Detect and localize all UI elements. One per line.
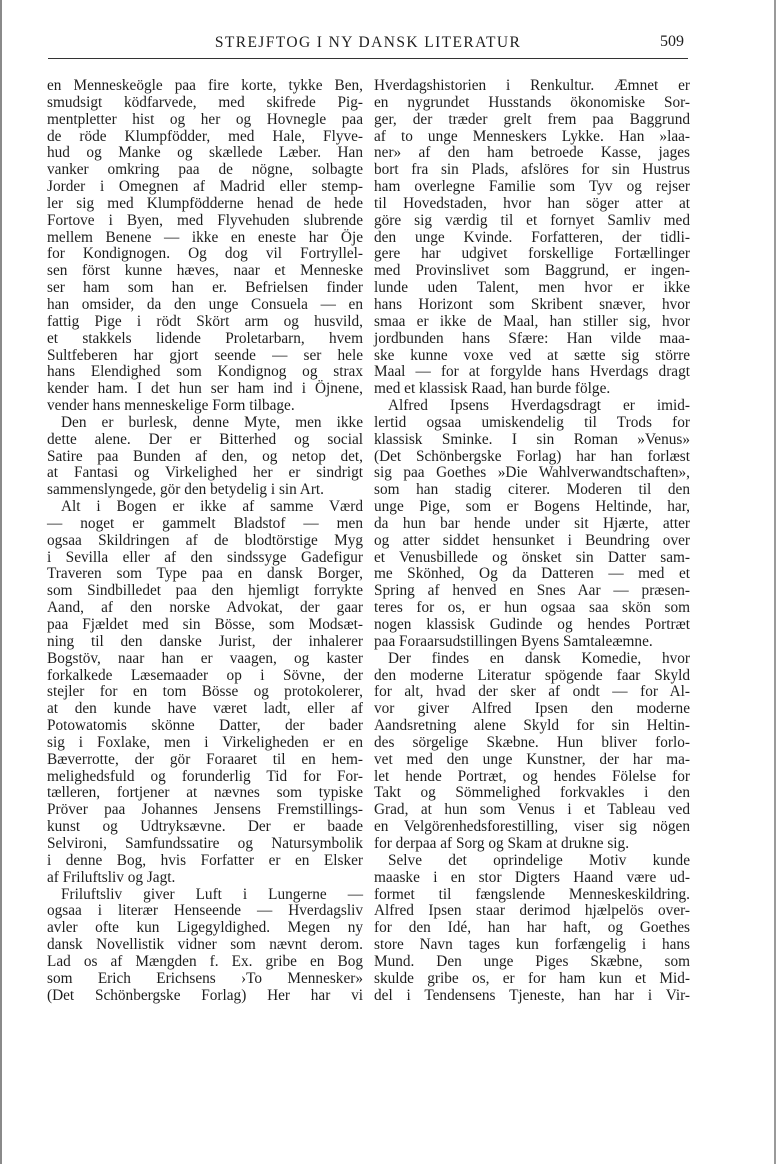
text-line: (Det Schönbergske Forlag) Her har vi [47, 986, 363, 1004]
text-line: kunst og Udtryksævne. Der er baade [47, 818, 363, 836]
text-line: jordbunden hans Sfære: Han vilde maa- [374, 329, 690, 347]
text-line: skulde gribe os, er for ham kun et Mid- [374, 969, 690, 987]
text-line: en Velgörenhedsforestilling, viser sig nögen [374, 818, 690, 836]
text-line: forkalkede Læsemaader op i Sövne, der [47, 666, 363, 684]
text-line: fattig Pige i rödt Skört arm og husvild, [47, 312, 363, 330]
text-line: smaa er ikke de Maal, han stiller sig, hvor [374, 312, 690, 330]
text-line: smudsigt ködfarvede, med skifrede Pig- [47, 93, 363, 111]
text-line: teres for os, er hun ogsaa saa skön som [374, 599, 690, 617]
text-line: paa Foraarsudstillingen Byens Samtaleæmne. [374, 632, 653, 650]
text-line: göre sig værdig til et fornyet Samliv med [374, 211, 690, 229]
text-line: med Provinslivet som Baggrund, er ingen- [374, 262, 690, 280]
text-line: ogsaa Skildringen af de blodtörstige Myg [47, 531, 363, 549]
text-line: Aandsretning alene Skyld for sin Heltin- [374, 717, 690, 735]
text-line: i denne Bog, hvis Forfatter er en Elsker [47, 851, 363, 869]
text-line: vanker omkring paa de nögne, solbagte [47, 161, 363, 179]
text-line: Grad, at hun som Venus i et Tableau ved [374, 801, 690, 819]
text-line: som han stadig citerer. Moderen til den [374, 481, 690, 499]
text-line: Den er burlesk, denne Myte, men ikke [61, 413, 363, 431]
text-line: hans Elendighed som Kondignog og strax [47, 363, 363, 381]
text-line: i Sevilla eller af den sindssyge Gadefigur [47, 548, 363, 566]
text-line: Alfred Ipsen staar derimod hjælpelös over- [374, 902, 690, 920]
text-line: Der findes en dansk Komedie, hvor [388, 649, 690, 667]
text-line: unge Pige, som er Bogens Heltinde, har, [374, 498, 690, 516]
text-line: ogsaa i literær Henseende — Hverdagsliv [47, 902, 363, 920]
text-line: ler sig med Klumpfödderne henad de hede [47, 194, 363, 212]
text-line: for derpaa af Sorg og Skam at drukne sig. [374, 834, 630, 852]
text-line: klassisk Sminke. I sin Roman »Venus» [374, 430, 690, 448]
text-line: formet til fængslende Menneskeskildring. [374, 885, 690, 903]
text-line: ser ham som han er. Befrielsen finder [47, 279, 363, 297]
text-line: den moderne Literatur spögende faar Skyld [374, 666, 690, 684]
text-line: let hende Portræt, og hendes Fölelse for [374, 767, 690, 785]
text-line: — noget er gammelt Bladstof — men [47, 514, 363, 532]
text-line: som Erich Erichsens ›To Mennesker» [47, 969, 363, 987]
text-line: vet med den unge Kunstner, der har ma- [374, 750, 690, 768]
text-line: som Sindbilledet paa den hjemligt forrykte [47, 582, 363, 600]
text-line: Satire paa Bunden af den, og netop det, [47, 447, 363, 465]
text-line: Bogstöv, naar han er vaagen, og kaster [47, 649, 363, 667]
text-line: stejler for en tom Bösse og protokolerer, [47, 683, 363, 701]
text-line: Jorder i Omegnen af Madrid eller stemp- [47, 178, 363, 196]
text-line: Pröver paa Johannes Jensens Fremstillings- [47, 801, 363, 819]
text-line: nogen klassisk Gudinde og hendes Portræt [374, 616, 690, 633]
text-line: vor giver Alfred Ipsen den moderne [374, 700, 690, 718]
text-line: ham overlegne Familie som Tyv og rejser [374, 178, 690, 196]
text-line: gere har udgivet forskellige Fortællinger [374, 245, 690, 263]
text-line: vender hans menneskelige Form tilbage. [47, 397, 295, 415]
text-line: del i Tendensens Tjeneste, han har i Vir- [374, 986, 690, 1004]
text-line: ger, der træder grelt frem paa Baggrund [374, 110, 690, 128]
text-line: Bæverrotte, der gör Foraaret til en hem- [47, 750, 363, 768]
text-line: Potowatomis skönne Datter, der bader [47, 717, 363, 735]
text-column-left [47, 78, 363, 1004]
text-line: Spring af henved en Snes Aar — præsen- [374, 582, 690, 600]
text-line: et stakkels lidende Proletarbarn, hvem [47, 329, 363, 347]
text-line: Friluftsliv giver Luft i Lungerne — [61, 885, 363, 903]
text-line: me Skönhed, Og da Datteren — med et [374, 565, 690, 583]
text-line: tælleren, fortjener at nævnes som typiske [47, 784, 363, 802]
text-line: paa Fjældet med sin Bösse, som Modsæt- [47, 616, 363, 633]
text-line: ske kunne voxe ved at sætte sig större [374, 346, 690, 364]
text-line: Lad os af Mængden f. Ex. gribe en Bog [47, 952, 363, 970]
text-line: des sörgelige Skæbne. Hun bliver forlo- [374, 733, 690, 751]
text-line: et Venusbillede og önsket sin Datter sam- [374, 548, 690, 566]
text-line: at Fantasi og Virkelighed her er sindrigt [47, 464, 363, 482]
page-edge-left [0, 0, 2, 1164]
text-line: Takt og Sömmelighed forkvakles i den [374, 784, 690, 802]
text-line: lertid ogsaa umiskendelig til Trods for [374, 413, 690, 431]
text-line: Alfred Ipsens Hverdagsdragt er imid- [388, 397, 690, 415]
text-column-right [374, 78, 690, 1004]
text-line: sen först kunne hæves, naar et Menneske [47, 262, 363, 280]
text-line: for Kondignogen. Og dog vil Fortryllel- [47, 245, 363, 263]
text-line: Selvironi, Samfundssatire og Natursymbolik [47, 834, 363, 852]
text-line: lunde uden Talent, men hvor er ikke [374, 279, 690, 297]
text-line: sammenslyngede, gör den betydelig i sin Art. [47, 481, 324, 499]
text-line: store Navn tages kun forfængelig i hans [374, 936, 690, 954]
running-title: STREJFTOG I NY DANSK LITERATUR [214, 34, 522, 51]
text-line: Sultfeberen har gjort seende — ser hele [47, 346, 363, 364]
text-line: ning til den danske Jurist, der inhalerer [47, 632, 363, 650]
text-line: at den kunde have været ladt, eller af [47, 700, 363, 718]
text-line: til Hovedstaden, hvor han söger atter at [374, 194, 690, 212]
text-line: en Menneskeögle paa fire korte, tykke Ben, [47, 77, 363, 94]
text-line: melighedsfuld og forunderlig Tid for For- [47, 767, 363, 785]
text-line: da hun bar hende under sit Hjærte, atter [374, 514, 690, 532]
text-line: den unge Kvinde. Forfatteren, der tidli- [374, 228, 690, 246]
text-line: Aand, af den norske Advokat, der gaar [47, 599, 363, 617]
text-line: dette alene. Der er Bitterhed og social [47, 430, 363, 448]
text-line: hans Horizont som Skribent snæver, hvor [374, 295, 690, 313]
text-line: mentpletter hist og her og Hovnegle paa [47, 110, 363, 128]
text-line: Hverdagshistorien i Renkultur. Æmnet er [374, 77, 690, 94]
text-line: hud og Manke og skællede Læber. Han [47, 144, 363, 162]
text-line: sig i Foxlake, men i Virkeligheden er en [47, 733, 363, 751]
text-line: bort fra sin Plads, afslöres for sin Hustrus [374, 161, 690, 179]
text-line: en nygrundet Husstands ökonomiske Sor- [374, 93, 690, 111]
text-line: (Det Schönbergske Forlag) har han forlæst [374, 447, 690, 465]
text-line: for den Idé, han har haft, og Goethes [374, 919, 690, 937]
text-line: af to unge Menneskers Lykke. Han »laa- [374, 127, 690, 145]
text-line: Mund. Den unge Piges Skæbne, som [374, 952, 690, 970]
text-line: Selve det oprindelige Motiv kunde [388, 851, 690, 869]
text-line: Traveren som Type paa en dansk Borger, [47, 565, 363, 583]
page-number: 509 [660, 33, 684, 50]
text-line: Fortove i Byen, med Flyvehuden slubrende [47, 211, 363, 229]
text-line: kender ham. I det hun ser ham ind i Öjnene, [47, 380, 363, 398]
text-line: han omsider, da den unge Consuela — en [47, 295, 363, 313]
text-line: avler ofte kun Ligegyldighed. Megen ny [47, 919, 363, 937]
text-line: med et klassisk Raad, han burde fölge. [374, 380, 611, 398]
text-line: for alt, hvad der sker af ondt — for Al- [374, 683, 690, 701]
text-line: og atter siddet hensunket i Beundring over [374, 531, 690, 549]
text-line: maaske i en stor Digters Haand være ud- [374, 868, 690, 886]
text-line: ner» af den ham betroede Kasse, jages [374, 144, 690, 162]
text-line: Alt i Bogen er ikke af samme Værd [61, 498, 363, 516]
text-line: Maal — for at forgylde hans Hverdags dragt [374, 363, 690, 381]
text-line: mellem Benene — ikke en eneste har Öje [47, 228, 363, 246]
text-line: sig paa Goethes »Die Wahlverwandtschaften», [374, 464, 690, 482]
text-line: af Friluftsliv og Jagt. [47, 868, 176, 886]
text-line: de röde Klumpfödder, med Hale, Flyve- [47, 127, 363, 145]
page-header [48, 32, 688, 59]
text-line: dansk Novellistik vidner som nævnt derom. [47, 936, 363, 954]
